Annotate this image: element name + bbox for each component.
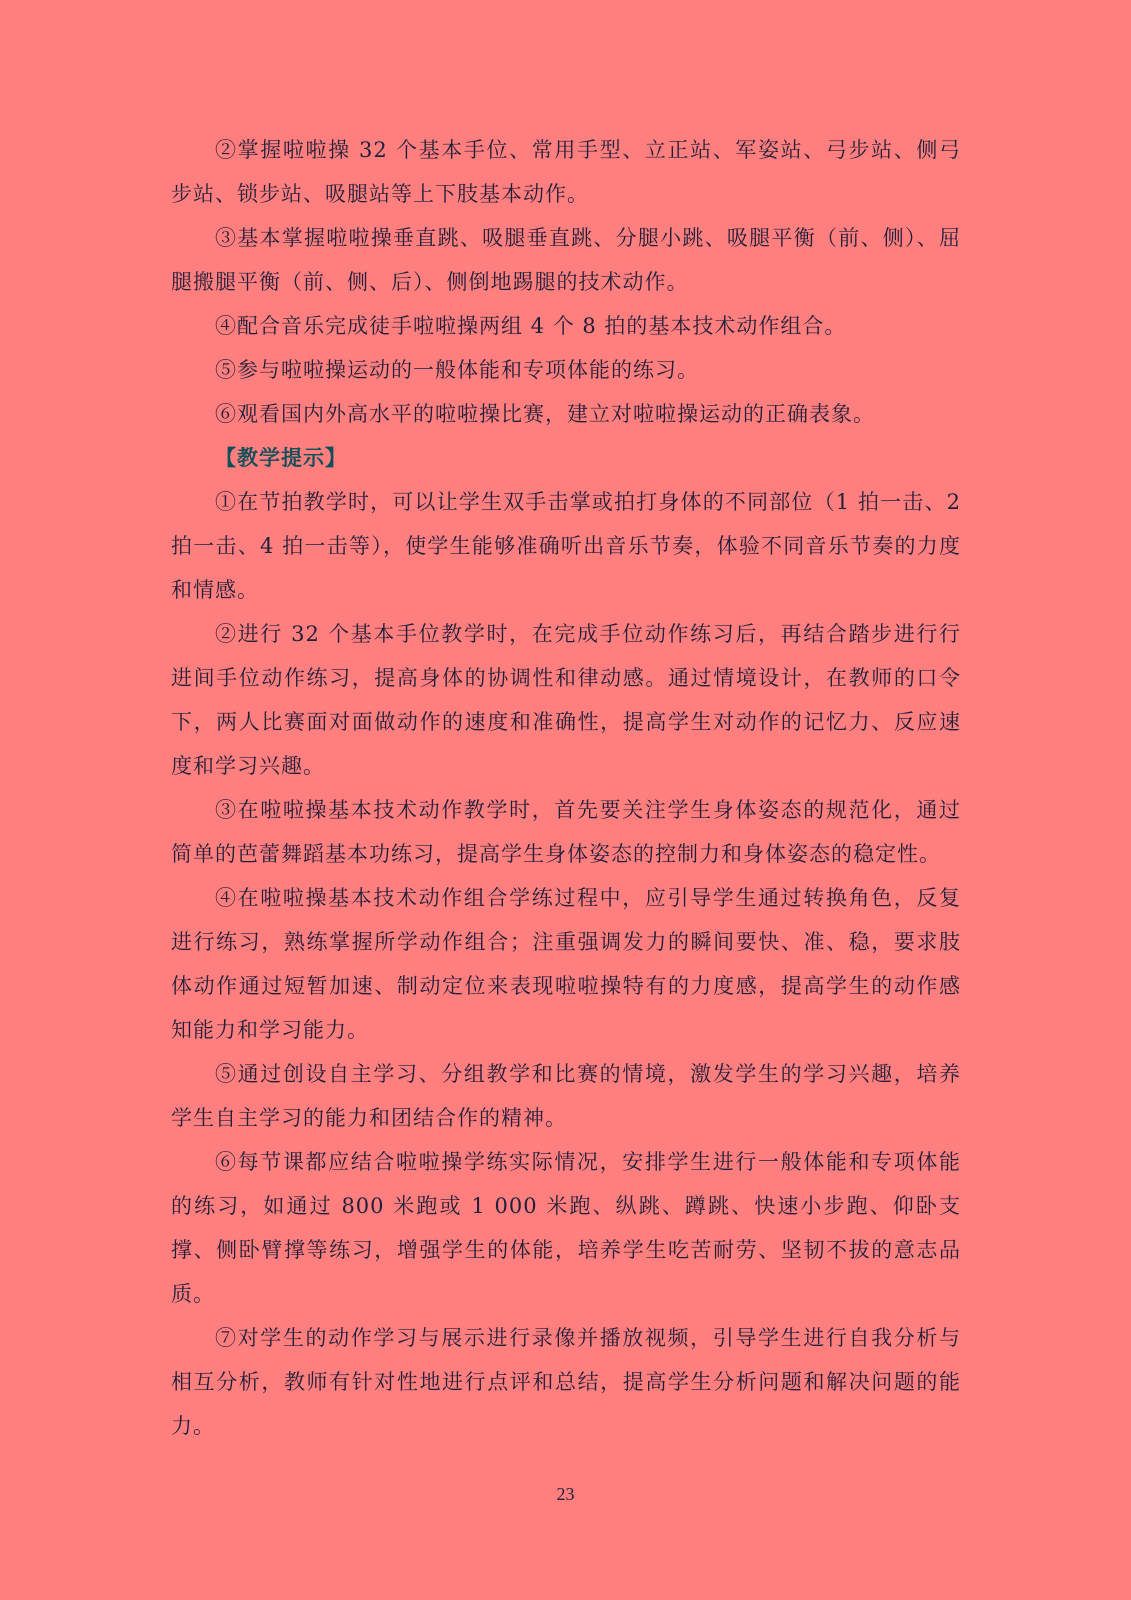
paragraph-tip-6: ⑥每节课都应结合啦啦操学练实际情况，安排学生进行一般体能和专项体能的练习，如通过 800 米跑或 1 000 米跑、纵跳、蹲跳、快速小步跑、仰卧支撑、侧卧臂撑等练习，增强学生的体能，培养学生吃苦耐劳、坚韧不拔的意志品质。 xyxy=(171,1150,961,1306)
paragraph-goal-6: ⑥观看国内外高水平的啦啦操比赛，建立对啦啦操运动的正确表象。 xyxy=(215,402,875,426)
paragraph-tip-5: ⑤通过创设自主学习、分组教学和比赛的情境，激发学生的学习兴趣，培养学生自主学习的能力和团结合作的精神。 xyxy=(171,1062,961,1130)
paragraph-goal-2: ②掌握啦啦操 32 个基本手位、常用手型、立正站、军姿站、弓步站、侧弓步站、锁步站、吸腿站等上下肢基本动作。 xyxy=(171,138,961,206)
paragraph-tip-4: ④在啦啦操基本技术动作组合学练过程中，应引导学生通过转换角色，反复进行练习，熟练掌握所学动作组合；注重强调发力的瞬间要快、准、稳，要求肢体动作通过短暂加速、制动定位来表现啦啦操特有的力度感，提高学生的动作感知能力和学习能力。 xyxy=(171,886,961,1042)
paragraph-goal-5: ⑤参与啦啦操运动的一般体能和专项体能的练习。 xyxy=(215,358,699,382)
paragraph-tip-1: ①在节拍教学时，可以让学生双手击掌或拍打身体的不同部位（1 拍一击、2 拍一击、4 拍一击等），使学生能够准确听出音乐节奏，体验不同音乐节奏的力度和情感。 xyxy=(171,490,961,602)
paragraph-tip-7: ⑦对学生的动作学习与展示进行录像并播放视频，引导学生进行自我分析与相互分析，教师有针对性地进行点评和总结，提高学生分析问题和解决问题的能力。 xyxy=(171,1326,961,1438)
paragraph-tip-3: ③在啦啦操基本技术动作教学时，首先要关注学生身体姿态的规范化，通过简单的芭蕾舞蹈基本功练习，提高学生身体姿态的控制力和身体姿态的稳定性。 xyxy=(171,798,961,866)
section-heading-teaching-tips: 【教学提示】 xyxy=(215,446,347,470)
paragraph-tip-2: ②进行 32 个基本手位教学时，在完成手位动作练习后，再结合踏步进行行进间手位动作练习，提高身体的协调性和律动感。通过情境设计，在教师的口令下，两人比赛面对面做动作的速度和准确性，提高学生对动作的记忆力、反应速度和学习兴趣。 xyxy=(171,622,961,778)
document-body xyxy=(171,128,961,1448)
paragraph-goal-3: ③基本掌握啦啦操垂直跳、吸腿垂直跳、分腿小跳、吸腿平衡（前、侧）、屈腿搬腿平衡（前、侧、后）、侧倒地踢腿的技术动作。 xyxy=(171,226,961,294)
page-number: 23 xyxy=(556,1484,575,1504)
paragraph-goal-4: ④配合音乐完成徒手啦啦操两组 4 个 8 拍的基本技术动作组合。 xyxy=(215,314,847,338)
